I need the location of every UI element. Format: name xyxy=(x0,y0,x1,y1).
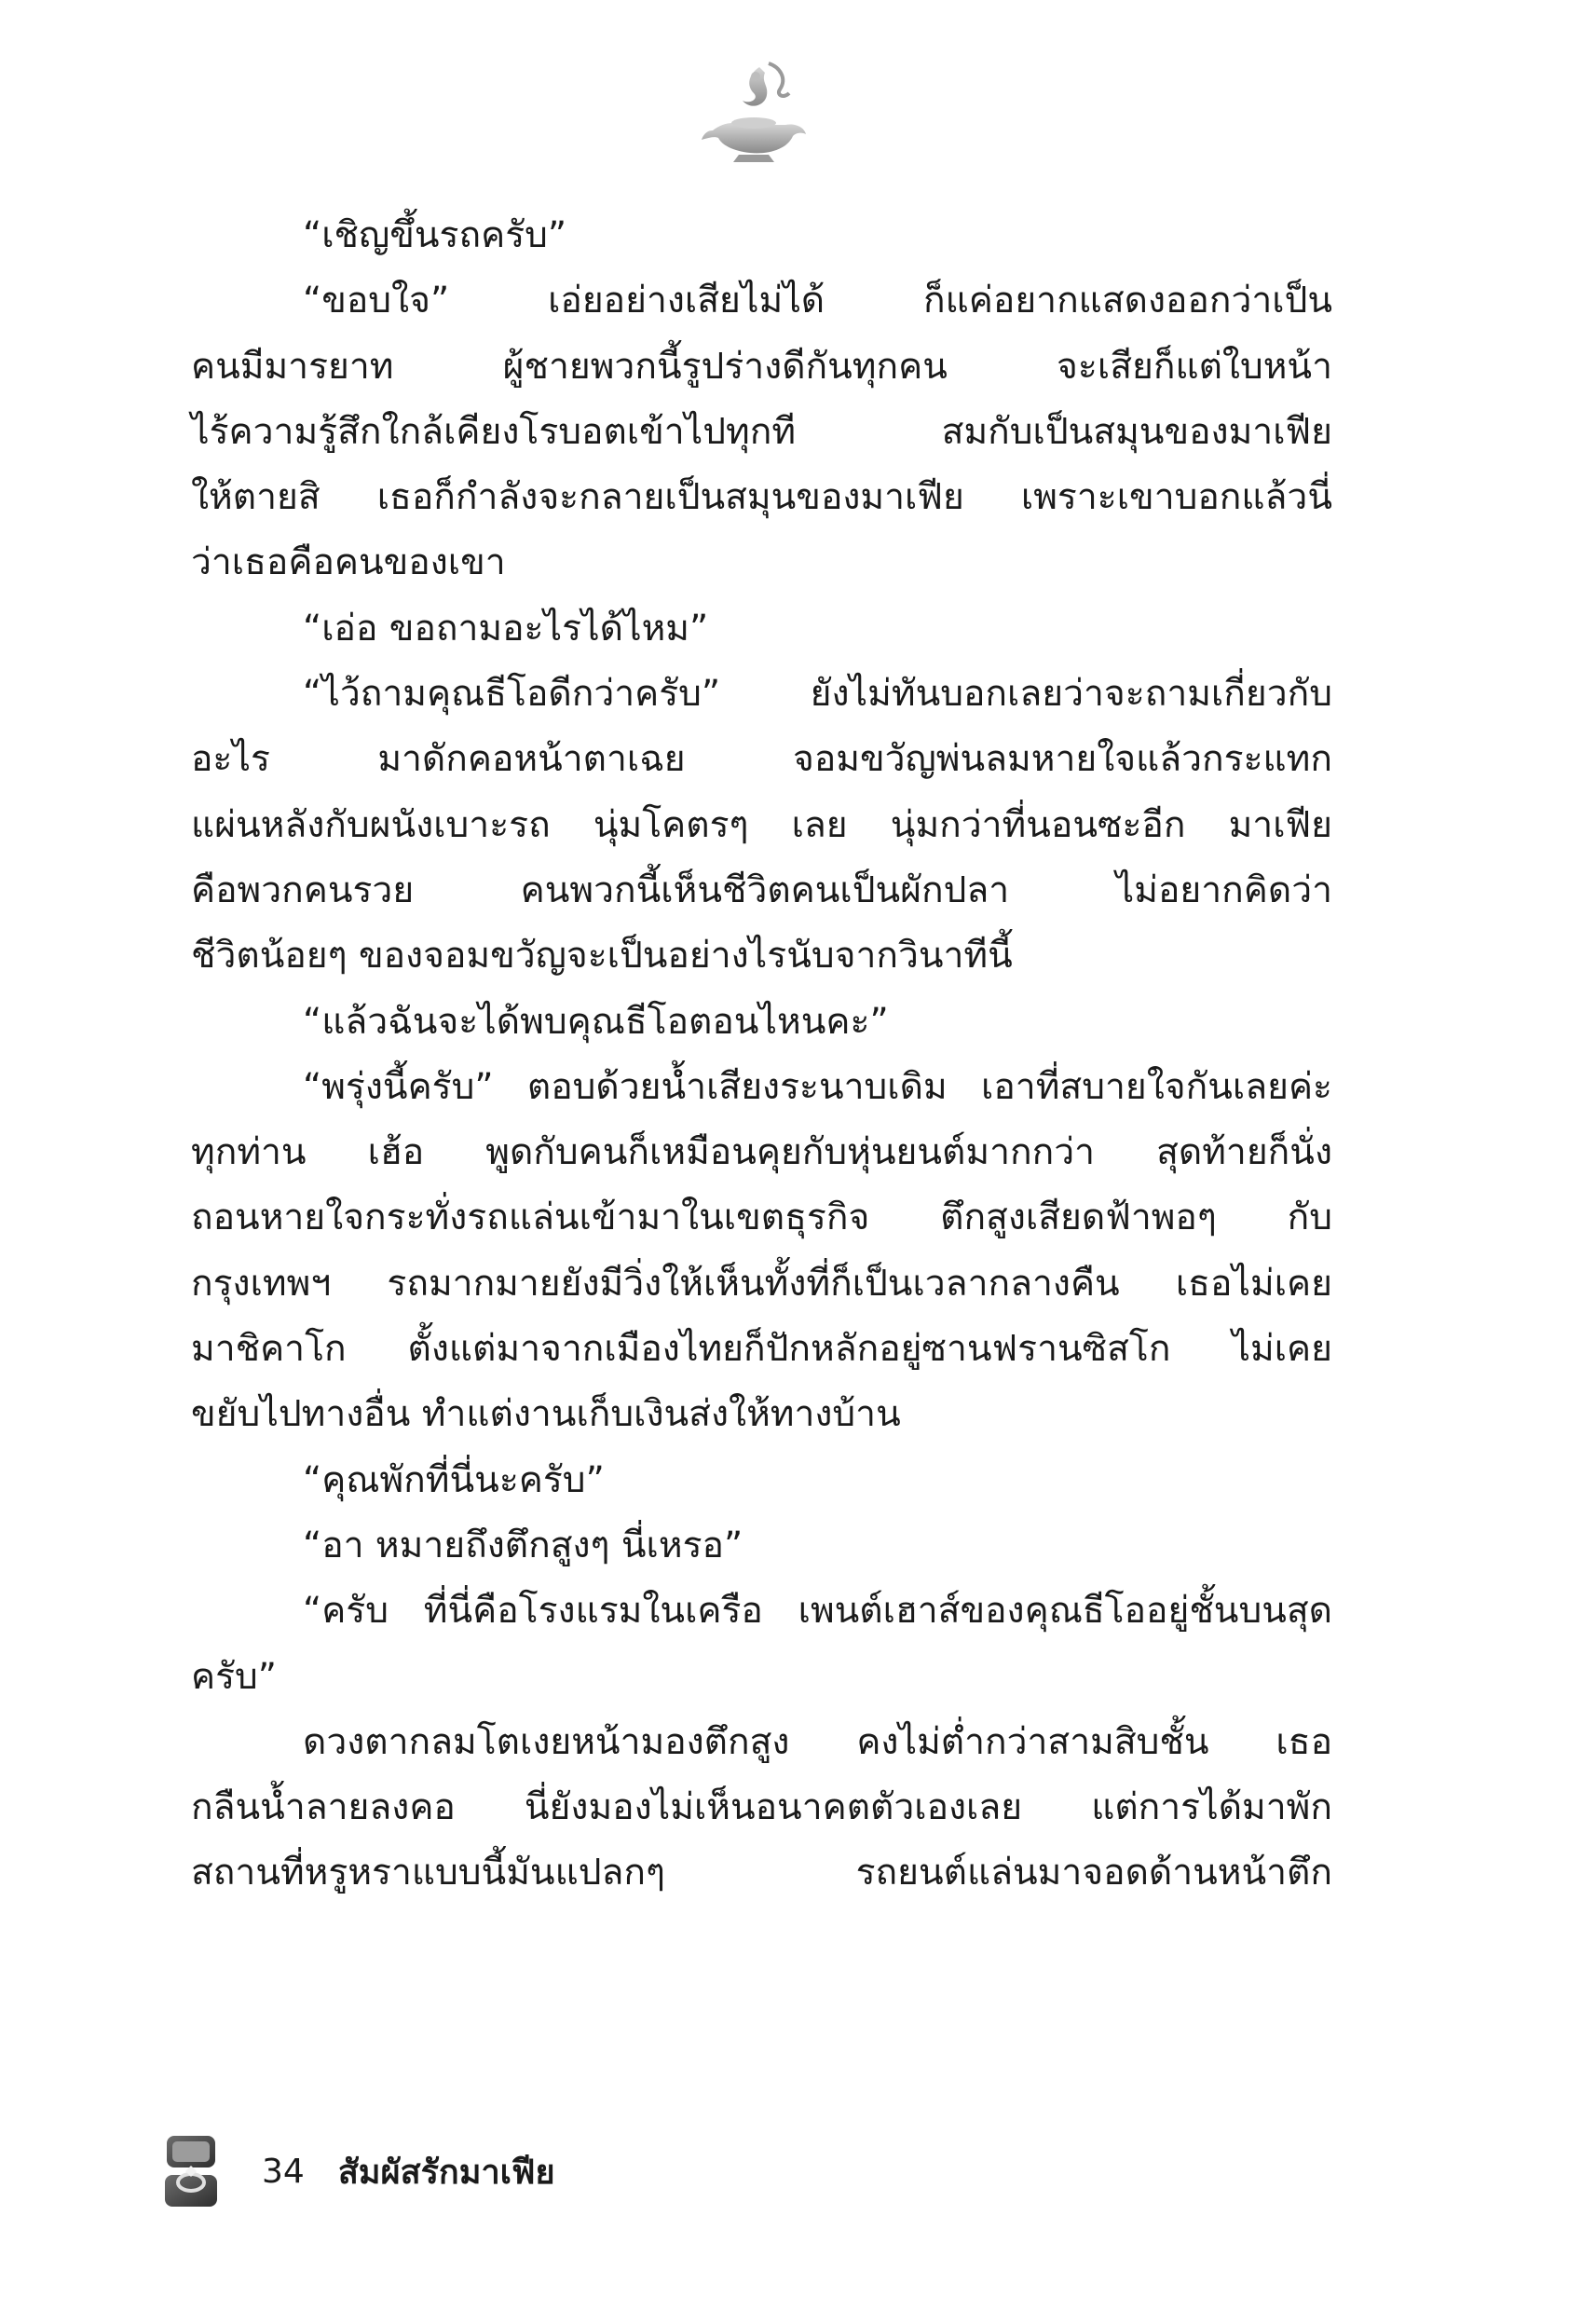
text-line: กลืนน้ำลายลงคอ นี่ยังมองไม่เห็นอนาคตตัวเองเลย แต่การได้มาพัก xyxy=(191,1786,1332,1829)
text-line: “เชิญขึ้นรถครับ” xyxy=(303,214,567,256)
text-line: ขยับไปทางอื่น ทำแต่งานเก็บเงินส่งให้ทางบ้าน xyxy=(191,1393,901,1436)
text-line: “แล้วฉันจะได้พบคุณธีโอตอนไหนคะ” xyxy=(303,1000,889,1043)
text-line: ไร้ความรู้สึกใกล้เคียงโรบอตเข้าไปทุกที สมกับเป็นสมุนของมาเฟีย xyxy=(191,410,1332,453)
text-line: “พรุ่งนี้ครับ” ตอบด้วยน้ำเสียงระนาบเดิม เอาที่สบายใจกันเลยค่ะ xyxy=(303,1065,1332,1108)
text-line: “ไว้ถามคุณธีโอดีกว่าครับ” ยังไม่ทันบอกเลยว่าจะถามเกี่ยวกับ xyxy=(303,673,1332,716)
text-line: คนมีมารยาท ผู้ชายพวกนี้รูปร่างดีกันทุกคน จะเสียก็แต่ใบหน้า xyxy=(191,345,1332,388)
text-line: ถอนหายใจกระทั่งรถแล่นเข้ามาในเขตธุรกิจ ตึกสูงเสียดฟ้าพอๆ กับ xyxy=(191,1197,1332,1239)
text-line: “เอ่อ ขอถามอะไรได้ไหม” xyxy=(303,607,709,650)
text-line: มาชิคาโก ตั้งแต่มาจากเมืองไทยก็ปักหลักอยู่ซานฟรานซิสโก ไม่เคย xyxy=(191,1328,1332,1371)
page-footer xyxy=(163,2134,555,2208)
text-line: ชีวิตน้อยๆ ของจอมขวัญจะเป็นอย่างไรนับจากวินาทีนี้ xyxy=(191,935,1013,978)
text-line: ทุกท่าน เฮ้อ พูดกับคนก็เหมือนคุยกับหุ่นยนต์มากกว่า สุดท้ายก็นั่ง xyxy=(191,1131,1332,1174)
paragraph xyxy=(191,990,1332,1055)
text-line: คือพวกคนรวย คนพวกนี้เห็นชีวิตคนเป็นผักปลา ไม่อยากคิดว่า xyxy=(191,868,1332,911)
book-title: สัมผัสรักมาเฟีย xyxy=(337,2153,555,2192)
text-line: “ขอบใจ” เอ่ยอย่างเสียไม่ได้ ก็แค่อยากแสดงออกว่าเป็น xyxy=(303,280,1332,322)
paragraph xyxy=(191,662,1332,989)
text-line: “ครับ ที่นี่คือโรงแรมในเครือ เพนต์เฮาส์ของคุณธีโออยู่ชั้นบนสุด xyxy=(303,1590,1332,1633)
paragraph xyxy=(191,268,1332,595)
genie-lamp-icon xyxy=(694,58,815,168)
body-text xyxy=(191,203,1332,1907)
paragraph xyxy=(191,1710,1332,1907)
text-line: “คุณพักที่นี่นะครับ” xyxy=(303,1458,605,1501)
text-line: แผ่นหลังกับผนังเบาะรถ นุ่มโคตรๆ เลย นุ่มกว่าที่นอนซะอีก มาเฟีย xyxy=(191,803,1332,846)
paragraph xyxy=(191,203,1332,268)
paragraph xyxy=(191,1513,1332,1579)
text-line: “อา หมายถึงตึกสูงๆ นี่เหรอ” xyxy=(303,1524,743,1566)
text-line: ให้ตายสิ เธอก็กำลังจะกลายเป็นสมุนของมาเฟีย เพราะเขาบอกแล้วนี่ xyxy=(191,476,1332,519)
text-line: ดวงตากลมโตเงยหน้ามองตึกสูง คงไม่ต่ำกว่าสามสิบชั้น เธอ xyxy=(303,1720,1332,1763)
paragraph xyxy=(191,1579,1332,1710)
text-line: ครับ” xyxy=(191,1655,277,1698)
paragraph xyxy=(191,596,1332,662)
text-line: อะไร มาดักคอหน้าตาเฉย จอมขวัญพ่นลมหายใจแล้วกระแทก xyxy=(191,738,1332,781)
paragraph xyxy=(191,1055,1332,1448)
paragraph xyxy=(191,1448,1332,1513)
text-line: กรุงเทพฯ รถมากมายยังมีวิ่งให้เห็นทั้งที่ก็เป็นเวลากลางคืน เธอไม่เคย xyxy=(191,1262,1332,1305)
ring-box-icon xyxy=(163,2134,219,2208)
page-number: 34 xyxy=(262,2152,305,2191)
text-line: สถานที่หรูหราแบบนี้มันแปลกๆ รถยนต์แล่นมาจอดด้านหน้าตึก xyxy=(191,1852,1332,1894)
text-line: ว่าเธอคือคนของเขา xyxy=(191,541,506,584)
